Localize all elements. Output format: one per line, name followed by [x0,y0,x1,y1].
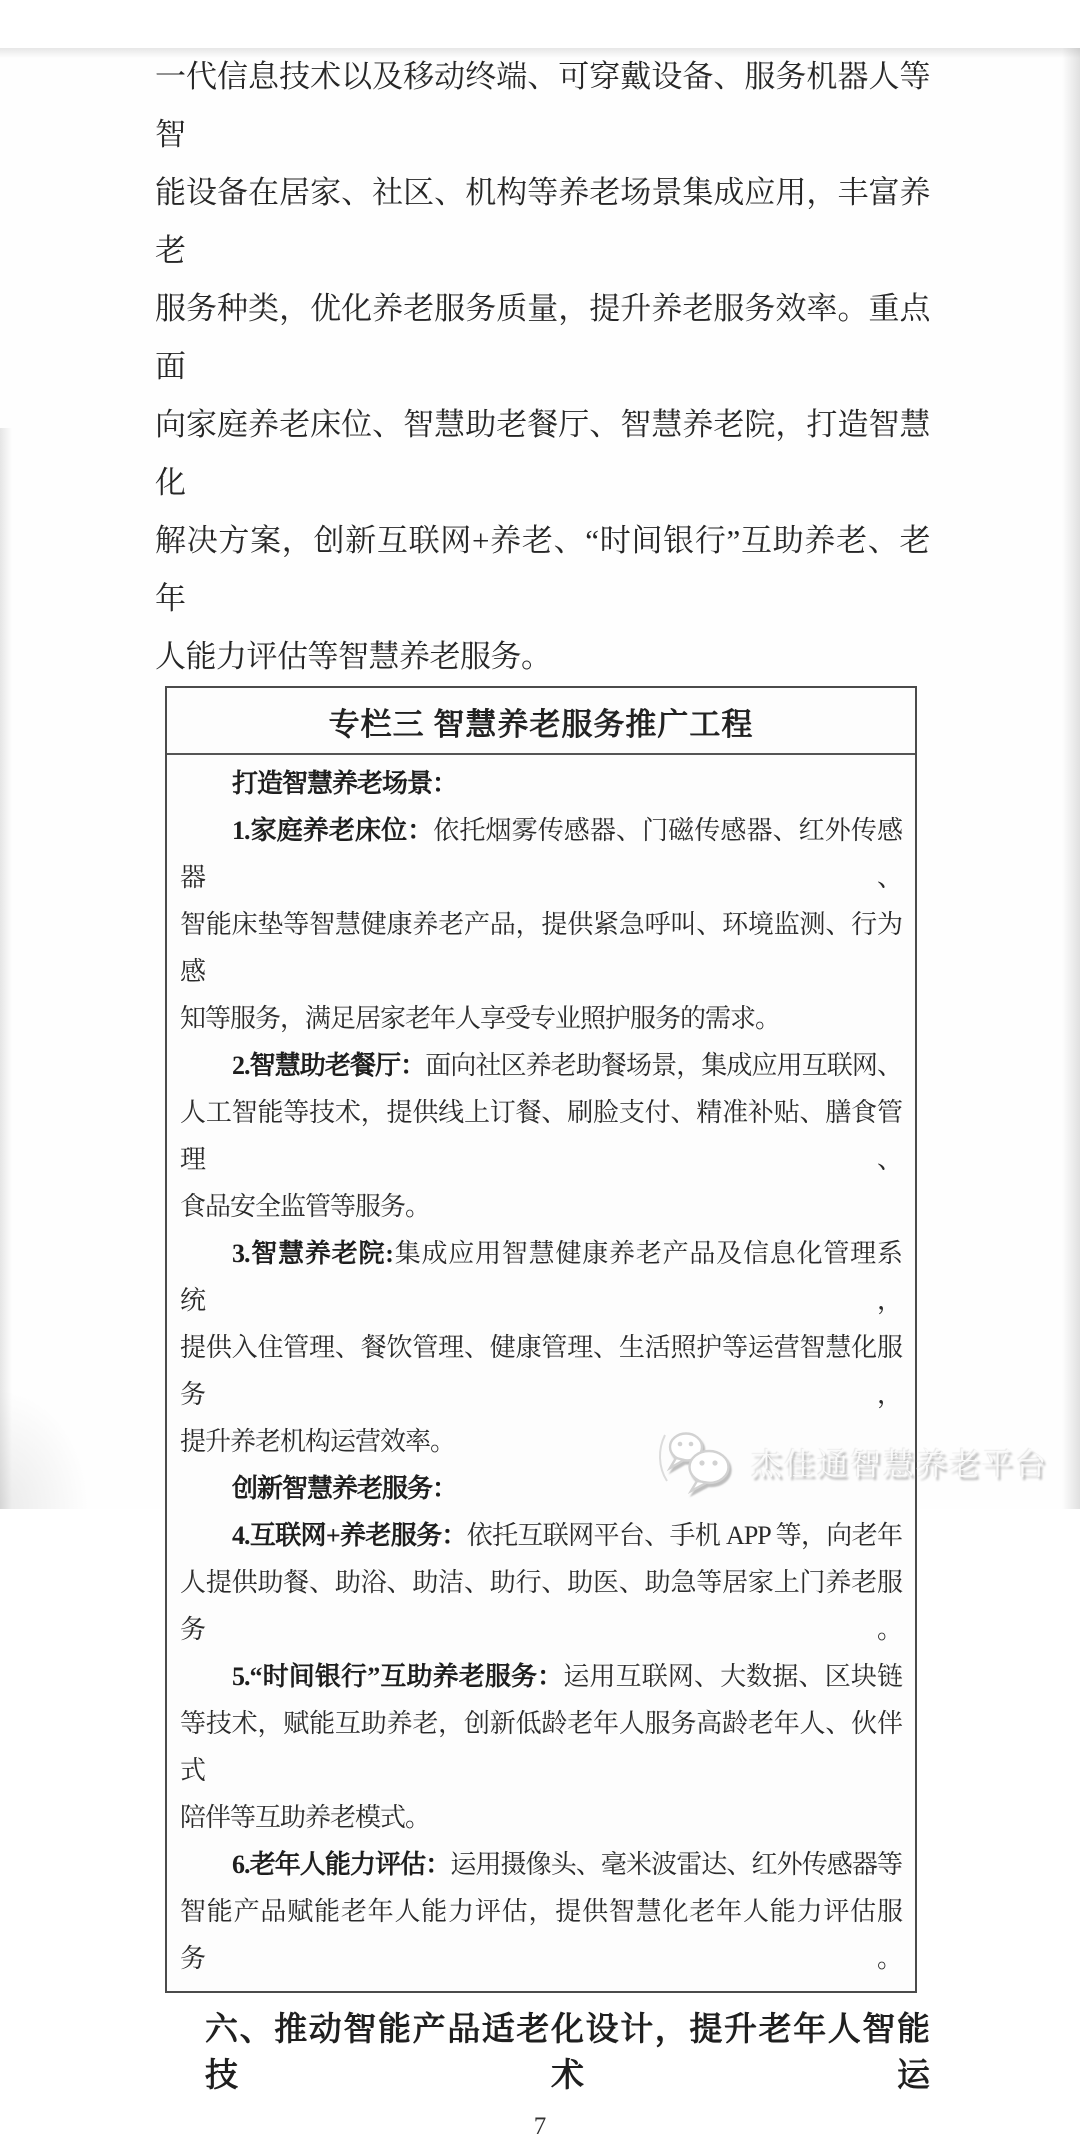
item-lead: 3.智慧养老院: [232,1239,393,1268]
column-3-box [165,686,917,1993]
subheading-text: 打造智慧养老场景： [232,769,458,798]
intro-text-line: 解决方案，创新互联网+养老、“时间银行”互助养老、老年 [155,523,930,616]
line-text: 提升养老机构运营效率。 [180,1427,456,1456]
scan-edge-shading-left [0,428,12,1509]
box-text-line [180,995,902,1042]
intro-text-line: 一代信息技术以及移动终端、可穿戴设备、服务机器人等智 [155,59,930,152]
section-6-heading: 六、推动智能产品适老化设计，提升老年人智能技术运 [205,2012,930,2094]
line-text: 依托烟雾传感器、门磁传感器、红外传感器、 [180,816,902,892]
line-text: 运用互联网、大数据、区块链 [563,1662,902,1691]
box-title: 专栏三 智慧养老服务推广工程 [167,688,915,755]
box-text-line [180,1794,902,1841]
intro-text-line: 人能力评估等智慧养老服务。 [155,639,552,674]
item-lead: 6.老年人能力评估： [232,1850,451,1879]
box-text-line [180,901,902,995]
line-text: 提供入住管理、餐饮管理、健康管理、生活照护等运营智慧化服务， [180,1333,902,1409]
intro-text-line: 服务种类，优化养老服务质量，提升养老服务效率。重点面 [155,291,930,384]
document-page [0,48,1080,2140]
box-body [167,755,915,1991]
intro-paragraph [155,48,930,686]
box-text-line [180,1700,902,1794]
line-text: 智能产品赋能老年人能力评估，提供智慧化老年人能力评估服务。 [180,1897,902,1973]
item-lead: 1.家庭养老床位： [232,816,434,845]
line-text: 食品安全监管等服务。 [180,1192,431,1221]
scan-edge-shading-bottom-left [0,1389,90,1509]
line-text: 依托互联网平台、手机 APP 等，向老年 [466,1521,902,1550]
watermark [659,1429,1048,1493]
wechat-icon [659,1429,739,1493]
box-text-line [180,1841,902,1888]
line-text: 智能床垫等智慧健康养老产品，提供紧急呼叫、环境监测、行为感 [180,910,902,986]
subheading-text: 创新智慧养老服务： [232,1474,458,1503]
box-subheading [180,760,902,807]
line-text: 陪伴等互助养老模式。 [180,1803,431,1832]
box-text-line [180,1512,902,1559]
box-text-line [180,1653,902,1700]
line-text: 集成应用智慧健康养老产品及信息化管理系统， [180,1239,902,1315]
scan-edge-shading-right [1062,48,1080,1509]
box-text-line [180,1559,902,1653]
box-text-line [180,1183,902,1230]
line-text: 面向社区养老助餐场景，集成应用互联网、 [425,1051,902,1080]
line-text: 人提供助餐、助浴、助洁、助行、助医、助急等居家上门养老服务。 [180,1568,902,1644]
box-text-line [180,1042,902,1089]
item-lead: 2.智慧助老餐厅： [232,1051,426,1080]
item-lead: 4.互联网+养老服务： [232,1521,467,1550]
line-text: 人工智能等技术，提供线上订餐、刷脸支付、精准补贴、膳食管理、 [180,1098,902,1174]
watermark-text: 杰佳通智慧养老平台 [751,1446,1048,1482]
box-text-line [180,1888,902,1982]
item-lead: 5.“时间银行”互助养老服务： [232,1662,564,1691]
box-text-line [180,1230,902,1324]
box-text-line [180,807,902,901]
box-text-line [180,1324,902,1418]
line-text: 运用摄像头、毫米波雷达、红外传感器等 [450,1850,902,1879]
line-text: 知等服务，满足居家老年人享受专业照护服务的需求。 [180,1004,781,1033]
intro-text-line: 向家庭养老床位、智慧助老餐厅、智慧养老院，打造智慧化 [155,407,930,500]
page-number: 7 [533,2113,547,2140]
line-text: 等技术，赋能互助养老，创新低龄老年人服务高龄老年人、伙伴式 [180,1709,902,1785]
intro-text-line: 能设备在居家、社区、机构等养老场景集成应用，丰富养老 [155,175,930,268]
box-text-line [180,1089,902,1183]
